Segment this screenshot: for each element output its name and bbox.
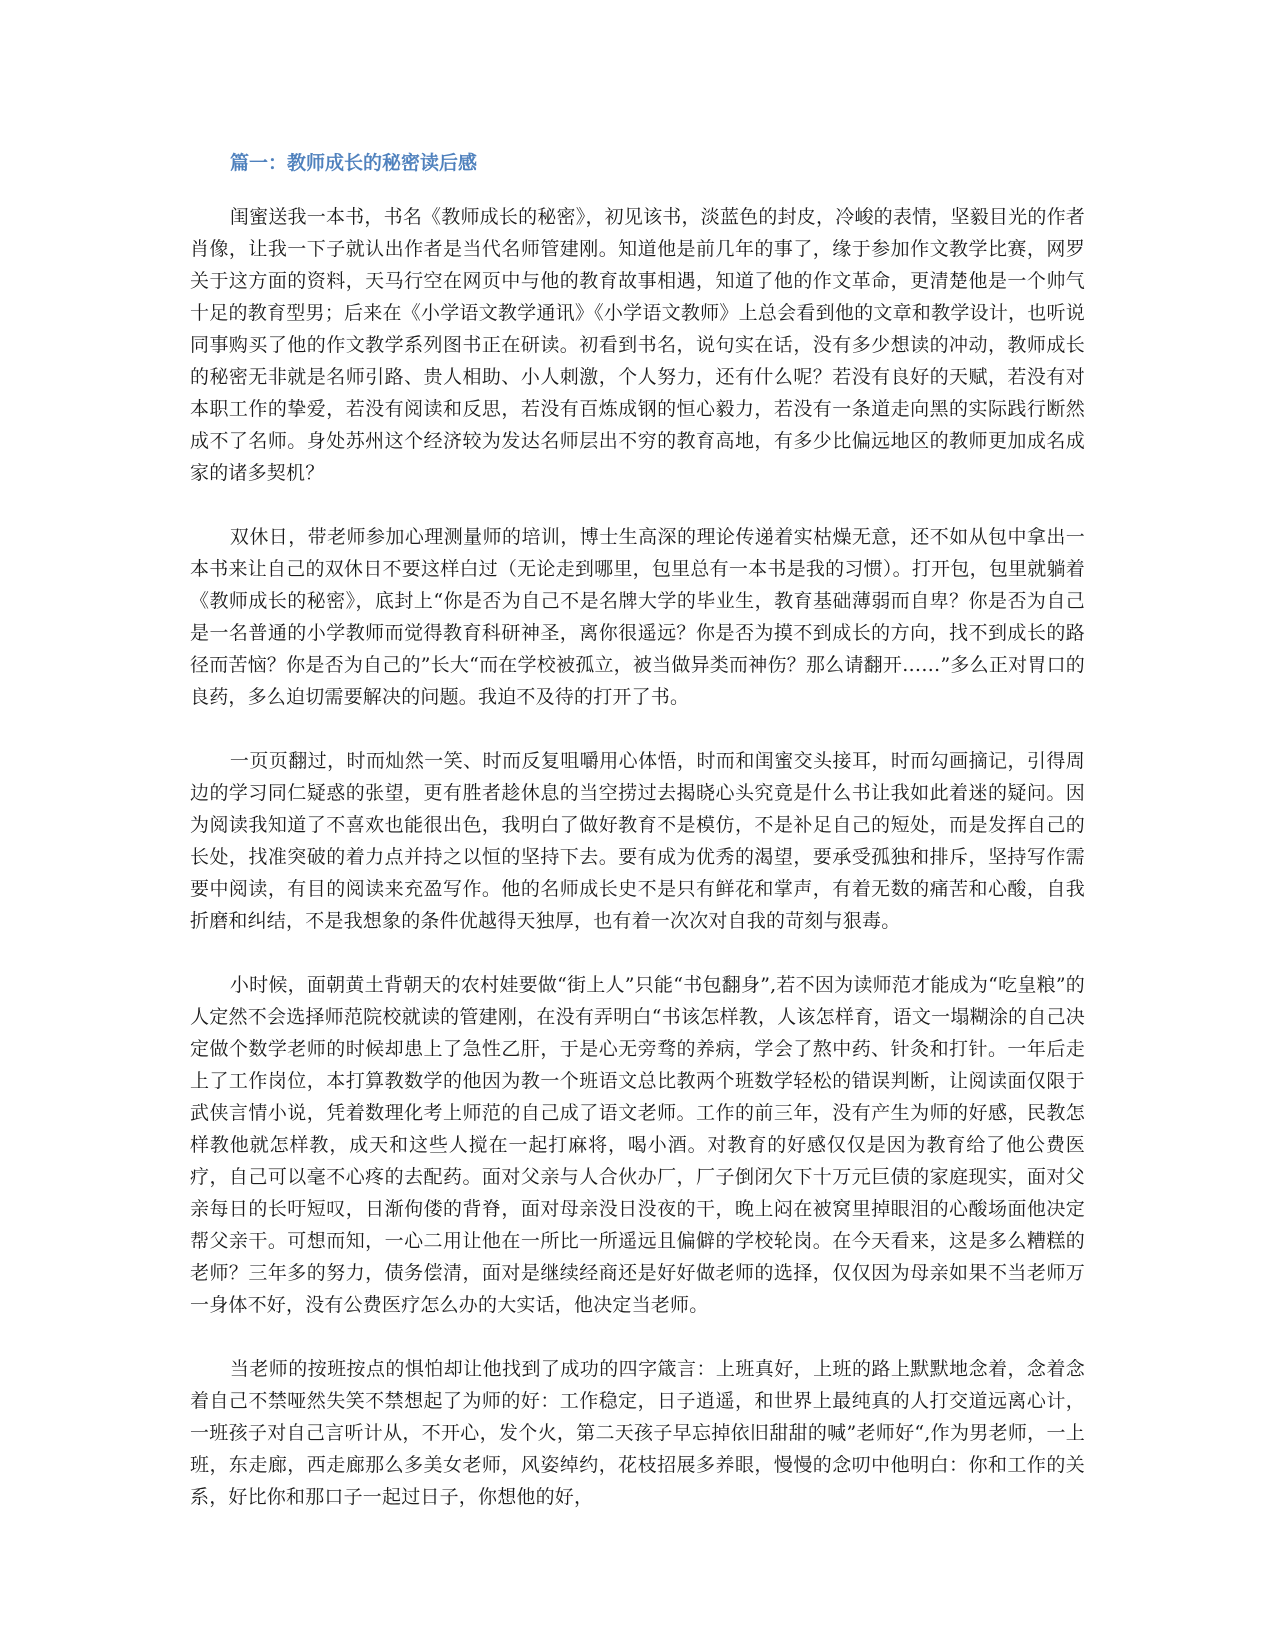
paragraph-5: 当老师的按班按点的惧怕却让他找到了成功的四字箴言：上班真好，上班的路上默默地念着，念着念着自己不禁哑然失笑不禁想起了为师的好：工作稳定，日子逍遥，和世界上最纯真的人打交道远离心计，一班孩子对自己言听计从，不开心，发个火，第二天孩子早忘掉依旧甜甜的喊”老师好“,作为男老师，一上班，东走廊，西走廊那么多美女老师，风姿绰约，花枝招展多养眼，慢慢的念叨中他明白：你和工作的关系，好比你和那口子一起过日子，你想他的好， [190, 1357, 1085, 1508]
paragraph-1: 闺蜜送我一本书，书名《教师成长的秘密》，初见该书，淡蓝色的封皮，冷峻的表情，坚毅目光的作者肖像，让我一下子就认出作者是当代名师管建刚。知道他是前几年的事了，缘于参加作文教学比赛，网罗关于这方面的资料，天马行空在网页中与他的教育故事相遇，知道了他的作文革命，更清楚他是一个帅气十足的教育型男；后来在《小学语文教学通讯》《小学语文教师》上总会看到他的文章和教学设计，也听说同事购买了他的作文教学系列图书正在研读。初看到书名，说句实在话，没有多少想读的冲动，教师成长的秘密无非就是名师引路、贵人相助、小人刺激，个人努力，还有什么呢？若没有良好的天赋，若没有对本职工作的挚爱，若没有阅读和反思，若没有百炼成钢的恒心毅力，若没有一条道走向黑的实际践行断然成不了名师。身处苏州这个经济较为发达名师层出不穷的教育高地，有多少比偏远地区的教师更加成名成家的诸多契机？ [190, 205, 1085, 484]
document-body [190, 150, 1085, 1545]
paragraph-2: 双休日，带老师参加心理测量师的培训，博士生高深的理论传递着实枯燥无意，还不如从包中拿出一本书来让自己的双休日不要这样白过（无论走到哪里，包里总有一本书是我的习惯）。打开包，包里就躺着《教师成长的秘密》，底封上“你是否为自己不是名牌大学的毕业生，教育基础薄弱而自卑？你是否为自己是一名普通的小学教师而觉得教育科研神圣，离你很遥远？你是否为摸不到成长的方向，找不到成长的路径而苦恼？你是否为自己的”长大“而在学校被孤立，被当做异类而神伤？那么请翻开……”多么正对胃口的良药，多么迫切需要解决的问题。我迫不及待的打开了书。 [190, 525, 1085, 708]
paragraph-4: 小时候，面朝黄土背朝天的农村娃要做“街上人”只能“书包翻身”,若不因为读师范才能成为“吃皇粮”的人定然不会选择师范院校就读的管建刚，在没有弄明白“书该怎样教，人该怎样育，语文一塌糊涂的自己决定做个数学老师的时候却患上了急性乙肝，于是心无旁骛的养病，学会了熬中药、针灸和打针。一年后走上了工作岗位，本打算教数学的他因为教一个班语文总比教两个班数学轻松的错误判断，让阅读面仅限于武侠言情小说，凭着数理化考上师范的自己成了语文老师。工作的前三年，没有产生为师的好感，民教怎样教他就怎样教，成天和这些人搅在一起打麻将，喝小酒。对教育的好感仅仅是因为教育给了他公费医疗，自己可以毫不心疼的去配药。面对父亲与人合伙办厂，厂子倒闭欠下十万元巨债的家庭现实，面对父亲每日的长吁短叹，日渐佝偻的背脊，面对母亲没日没夜的干，晚上闷在被窝里掉眼泪的心酸场面他决定帮父亲干。可想而知，一心二用让他在一所比一所遥远且偏僻的学校轮岗。在今天看来，这是多么糟糕的老师？三年多的努力，债务偿清，面对是继续经商还是好好做老师的选择，仅仅因为母亲如果不当老师万一身体不好，没有公费医疗怎么办的大实话，他决定当老师。 [190, 973, 1085, 1316]
paragraph-3: 一页页翻过，时而灿然一笑、时而反复咀嚼用心体悟，时而和闺蜜交头接耳，时而勾画摘记，引得周边的学习同仁疑惑的张望，更有胜者趁休息的当空捞过去揭晓心头究竟是什么书让我如此着迷的疑问。因为阅读我知道了不喜欢也能很出色，我明白了做好教育不是模仿，不是补足自己的短处，而是发挥自己的长处，找准突破的着力点并持之以恒的坚持下去。要有成为优秀的渴望，要承受孤独和排斥，坚持写作需要中阅读，有目的阅读来充盈写作。他的名师成长史不是只有鲜花和掌声，有着无数的痛苦和心酸，自我折磨和纠结，不是我想象的条件优越得天独厚，也有着一次次对自我的苛刻与狠毒。 [190, 749, 1085, 932]
document-title: 篇一：教师成长的秘密读后感 [230, 152, 478, 174]
